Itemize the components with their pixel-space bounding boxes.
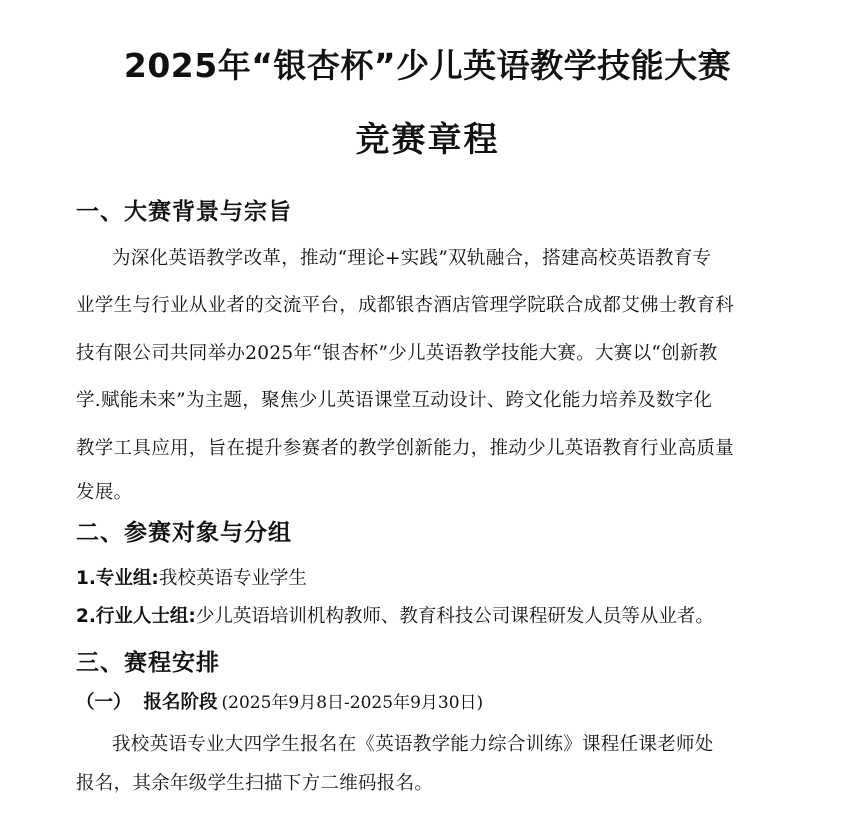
group-label: 1.专业组: [76, 568, 159, 589]
paragraph-line: 为深化英语教学改革，推动“理论+实践”双轨融合，搭建高校英语教育专 [112, 248, 712, 269]
group-label: 2.行业人士组: [76, 606, 196, 627]
paragraph-line: 我校英语专业大四学生报名在《英语教学能力综合训练》课程任课老师处 [112, 734, 714, 755]
group-item-industry [76, 602, 714, 628]
subsection-registration [76, 688, 483, 714]
paragraph-line: 技有限公司共同举办2025年“银杏杯”少儿英语教学技能大赛。大赛以“创新教 [76, 343, 718, 364]
paragraph-line: 报名，其余年级学生扫描下方二维码报名。 [76, 773, 434, 794]
paragraph-line: 学.赋能未来”为主题，聚焦少儿英语课堂互动设计、跨文化能力培养及数字化 [76, 390, 713, 411]
paragraph-line: 教学工具应用，旨在提升参赛者的教学创新能力，推动少儿英语教育行业高质量 [76, 438, 735, 459]
section-heading-participants: 二、参赛对象与分组 [76, 520, 292, 546]
document-subtitle: 竞赛章程 [355, 120, 500, 160]
document-title: 2025年“银杏杯”少儿英语教学技能大赛 [123, 46, 732, 85]
group-text: 少儿英语培训机构教师、教育科技公司课程研发人员等从业者。 [195, 606, 714, 627]
section-heading-schedule: 三、赛程安排 [76, 650, 220, 676]
paragraph-line: 业学生与行业从业者的交流平台，成都银杏酒店管理学院联合成都艾佛士教育科 [76, 295, 735, 316]
subsection-number: （一） [76, 692, 132, 713]
paragraph-line: 发展。 [76, 482, 133, 503]
group-item-professional [76, 564, 307, 590]
section-heading-background: 一、大赛背景与宗旨 [76, 199, 292, 225]
subsection-dates: (2025年9月8日-2025年9月30日) [221, 693, 484, 713]
group-text: 我校英语专业学生 [158, 568, 307, 589]
subsection-label: 报名阶段 [143, 692, 218, 713]
